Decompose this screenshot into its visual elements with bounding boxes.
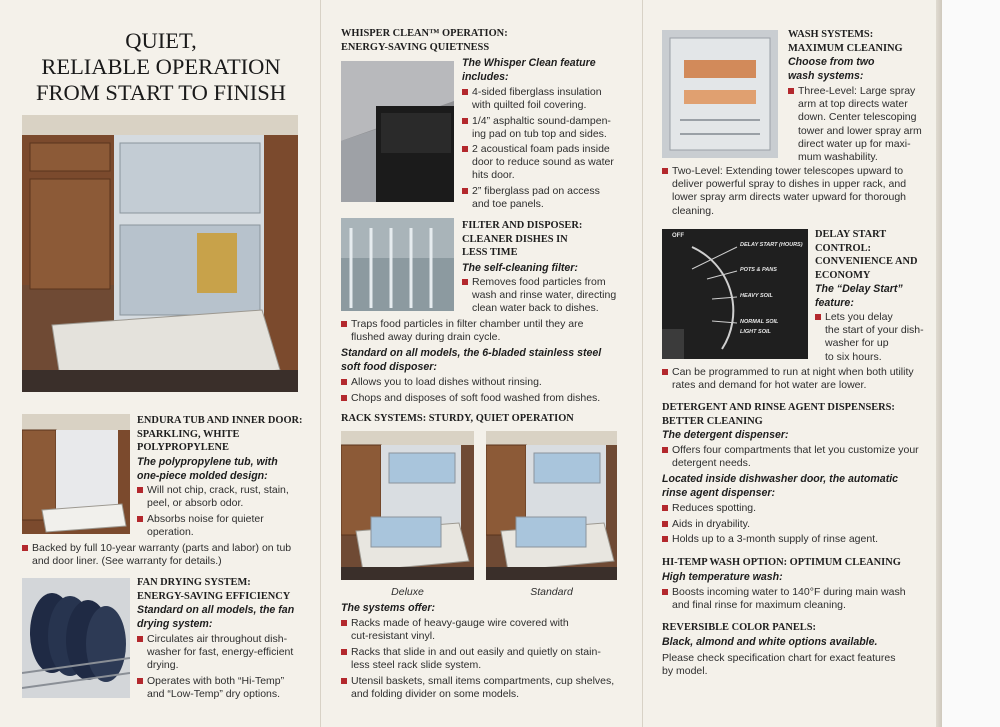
delay-sub: The “Delay Start” feature: [815,283,903,309]
page-edge [942,0,1000,727]
wash-sub: Choose from two wash systems: [788,56,875,82]
rack-sub: The systems offer: [341,602,436,614]
wash-system-photo [662,30,778,158]
rack-bullet: Racks made of heavy-gauge wire covered with cut-resistant vinyl. [341,617,569,643]
fan-sub: Standard on all models, the fan drying system: [137,604,295,630]
label-off: OFF [672,233,684,239]
endura-sub: The polypropylene tub, with one-piece molded design: [137,456,278,482]
filter-sub: The self-cleaning filter: [462,262,578,274]
hitemp-bullet: Boosts incoming water to 140°F during main wash and final rinse for maximum cleaning. [662,586,906,612]
detergent-sub: The detergent dispenser: [662,429,789,441]
label-pots-pans: POTS & PANS [740,267,777,273]
label-light-soil: LIGHT SOIL [740,329,771,335]
filter-heading: FILTER AND DISPOSER: CLEANER DISHES IN LESS TIME [462,220,583,258]
label-heavy-soil: HEAVY SOIL [740,293,773,299]
fan-drying-photo [22,578,130,698]
delay-bullet: Can be programmed to run at night when both utility rates and demand for hot water are lower. [662,366,914,392]
color-heading: REVERSIBLE COLOR PANELS: [662,622,816,633]
whisper-sub: The Whisper Clean feature includes: [462,57,596,83]
rinse-bullet: Holds up to a 3-month supply of rinse agent. [662,533,878,546]
color-sub: Black, almond and white options available. [662,636,878,648]
wash-bullet: Three-Level: Large spray arm at top directs water down. Center telescoping tower and lower spray arm direct water up for maxi- mum washability. [788,85,922,164]
whisper-heading: WHISPER CLEAN™ OPERATION: ENERGY-SAVING QUIETNESS [341,28,508,53]
disposer-bullet: Chops and disposes of soft food washed from dishes. [341,392,600,405]
deluxe-caption: Deluxe [391,586,424,598]
label-delay-start: DELAY START (HOURS) [740,242,803,248]
hitemp-heading: HI-TEMP WASH OPTION: OPTIMUM CLEANING [662,557,901,568]
wash-bullet: Two-Level: Extending tower telescopes upward to deliver powerful spray to dishes in upper rack, and lower spray arm directs water upward for thorough cleaning. [662,165,906,218]
standard-rack-photo [486,431,617,580]
rinse-bullet: Reduces spotting. [662,502,756,515]
fan-bullet: Circulates air throughout dish- washer for fast, energy-efficient drying. [137,633,293,673]
delay-heading: DELAY START CONTROL: CONVENIENCE AND ECONOMY [815,229,918,281]
endura-tub-photo [22,414,130,534]
rinse-bullet: Aids in dryability. [662,518,750,531]
disposer-bullet: Allows you to load dishes without rinsing. [341,376,542,389]
standard-caption: Standard [530,586,573,598]
page-title: QUIET, RELIABLE OPERATION FROM START TO FINISH [35,28,287,105]
detergent-heading: DETERGENT AND RINSE AGENT DISPENSERS: BETTER CLEANING [662,402,895,427]
deluxe-rack-photo [341,431,474,580]
detergent-bullet: Offers four compartments that let you customize your detergent needs. [662,444,919,470]
rack-bullet: Racks that slide in and out easily and quietly on stain- less steel rack slide system. [341,646,601,672]
fan-bullet: Operates with both “Hi-Temp” and “Low-Temp” dry options. [137,675,284,701]
endura-bullet: Will not chip, crack, rust, stain, peel, or absorb odor. [137,484,289,510]
endura-heading: ENDURA TUB AND INNER DOOR: SPARKLING, WHITE POLYPROPYLENE [137,415,303,453]
endura-bullet: Absorbs noise for quieter operation. [137,513,264,539]
dishwasher-open-photo [22,115,298,392]
disposer-sub: Standard on all models, the 6-bladed stainless steel soft food disposer: [341,347,602,373]
whisper-bullet: 1/4” asphaltic sound-dampen- ing pad on tub top and sides. [462,115,611,141]
rinse-sub: Located inside dishwasher door, the automatic rinse agent dispenser: [662,473,899,499]
control-panel-photo [662,229,808,359]
wash-heading: WASH SYSTEMS: MAXIMUM CLEANING [788,29,903,54]
hitemp-sub: High temperature wash: [662,571,783,583]
endura-bullet: Backed by full 10-year warranty (parts and labor) on tub and door liner. (See warranty for details.) [22,542,291,568]
whisper-bullet: 2 acoustical foam pads inside door to reduce sound as water hits door. [462,143,614,183]
rack-heading: RACK SYSTEMS: STURDY, QUIET OPERATION [341,413,574,424]
label-normal-soil: NORMAL SOIL [740,319,779,325]
filter-bullet: Traps food particles in filter chamber until they are flushed away during drain cycle. [341,318,583,344]
fan-heading: FAN DRYING SYSTEM: ENERGY-SAVING EFFICIENCY [137,577,291,602]
delay-bullet: Lets you delay the start of your dish- washer for up to six hours. [815,311,924,364]
rack-bullet: Utensil baskets, small items compartments, cup shelves, and folding divider on some models. [341,675,614,701]
color-note: Please check specification chart for exact features by model. [662,652,896,678]
whisper-bullet: 4-sided fiberglass insulation with quilted foil covering. [462,86,602,112]
insulation-photo [341,61,454,202]
filter-photo [341,218,454,311]
filter-bullet: Removes food particles from wash and rinse water, directing clean water back to dishes. [462,276,616,316]
whisper-bullet: 2” fiberglass pad on access and toe panels. [462,185,600,211]
